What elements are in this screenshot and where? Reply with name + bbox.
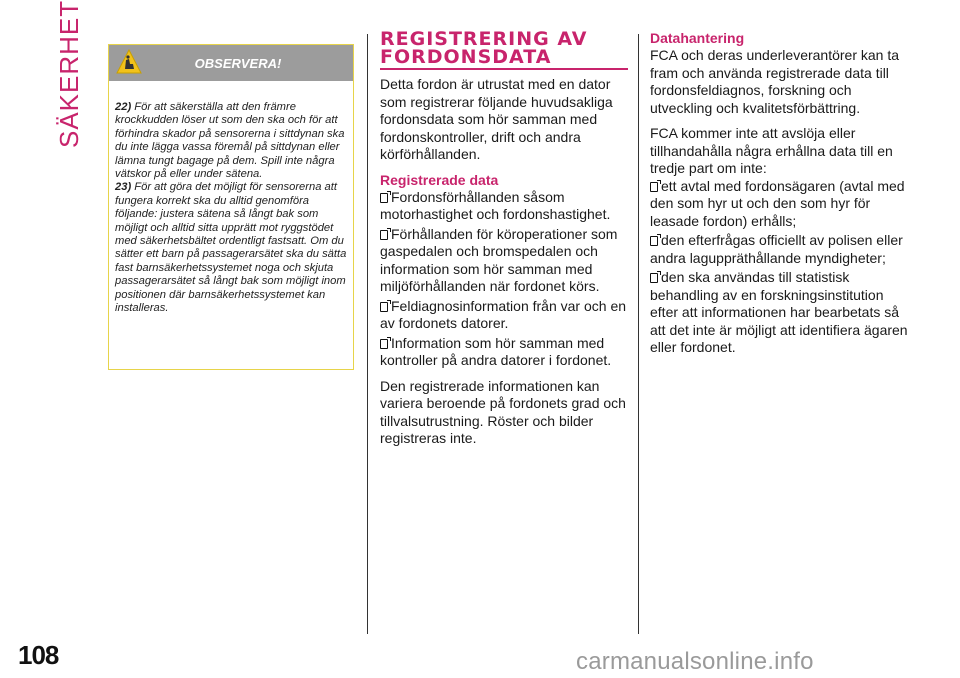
checkbox-bullet-icon: [650, 273, 658, 283]
chapter-title: [52, 0, 92, 160]
main-column: [380, 30, 630, 456]
section-intro: Detta fordon är utrustat med en dator som registrerar följande huvudsakliga fordonsdata som hör samman med fordonskontroller, drift och andra körförhållanden.: [380, 76, 613, 162]
list-item-text: Fordonsförhållanden såsom motorhastighet och fordonshastighet.: [380, 188, 611, 222]
list-item: [380, 226, 630, 296]
section-title-line1: REGISTRERING AV: [380, 28, 588, 50]
handling-paragraph: FCA och deras underleverantörer kan ta fram och använda registrerade data till fordonsfeldiagnos, forskning och utveckling och kvalitetsförbättring.: [650, 47, 900, 116]
page-number: 108: [18, 640, 59, 670]
list-item-text: Förhållanden för köroperationer som gaspedalen och bromspedalen och information som hör samman med miljöförhållanden när fordonet körs.: [380, 225, 618, 294]
list-item-text: den efterfrågas officiellt av polisen eller andra laguppräthållande myndigheter;: [650, 232, 903, 266]
chapter-title-text: SÄKERHET: [54, 0, 84, 148]
warning-item-text: För att göra det möjligt för sensorerna att fungera korrekt ska du alltid genomföra följande: justera sätena så långt bak som möjligt och alltid sitta upprätt mot ryggstödet med säkerhetsbältet ordentligt fastsatt. Om du sätter ett barn på passagerarsätet ska du sätta fast barnsäkerhetssystemet noga och skjuta passagerarsätet så långt bak som möjligt inom positionen där barnsäkerhetssystemet kan installeras.: [115, 181, 347, 315]
warning-item-number: 22): [115, 101, 132, 113]
warning-item-text: För att säkerställa att den främre krockkudden löser ut som den ska och för att förhindra skador på sensorerna i sittdynan ska du inte lägga vassa föremål på sittdynan eller lämna tungt bagage på dem. Spill inte några vätskor på eller under sätena.: [115, 101, 345, 181]
list-item: [650, 178, 910, 231]
list-item: [650, 232, 910, 267]
section-title: [380, 30, 630, 66]
list-item-text: Information som hör samman med kontroller på andra datorer i fordonet.: [380, 334, 612, 368]
checkbox-bullet-icon: [380, 230, 388, 240]
warning-header: [109, 45, 353, 81]
checkbox-bullet-icon: [380, 193, 388, 203]
warning-box: [108, 44, 354, 370]
column-divider: [367, 34, 368, 634]
list-item: [380, 298, 630, 333]
registered-heading: Registrerade data: [380, 171, 499, 188]
list-item-text: ett avtal med fordonsägaren (avtal med den som hyr ut och den som hyr för leasade fordon) erhålls;: [650, 177, 905, 229]
handling-list: [650, 178, 910, 357]
checkbox-bullet-icon: [380, 339, 388, 349]
list-item: [380, 335, 630, 370]
right-column: [650, 30, 910, 365]
registered-list: [380, 189, 630, 370]
list-item: [380, 189, 630, 224]
checkbox-bullet-icon: [650, 182, 658, 192]
checkbox-bullet-icon: [650, 236, 658, 246]
column-divider: [638, 34, 639, 634]
warning-item-number: 23): [115, 181, 132, 194]
warning-item: [115, 101, 351, 181]
handling-heading: Datahantering: [650, 30, 745, 46]
registered-after: Den registrerade informationen kan variera beroende på fordonets grad och tillvalsutrustning. Röster och bilder registreras inte.: [380, 377, 626, 446]
list-item: [650, 269, 910, 357]
checkbox-bullet-icon: [380, 302, 388, 312]
list-item-text: den ska användas till statistisk behandling av en forskningsinstitution efter att informationen har bearbetats så att det inte är möjligt att identifiera ägaren eller fordonet.: [650, 269, 908, 355]
section-title-line2: FORDONSDATA: [380, 46, 552, 68]
warning-title: OBSERVERA!: [194, 56, 282, 71]
handling-paragraph: FCA kommer inte att avslöja eller tillhandahålla några erhållna data till en tredje part om inte:: [650, 125, 893, 176]
watermark: carmanualsonline.info: [576, 648, 814, 675]
warning-item: [115, 181, 351, 315]
title-underline: [380, 68, 628, 70]
list-item-text: Feldiagnosinformation från var och en av fordonets datorer.: [380, 297, 627, 331]
warning-body: [115, 101, 351, 316]
